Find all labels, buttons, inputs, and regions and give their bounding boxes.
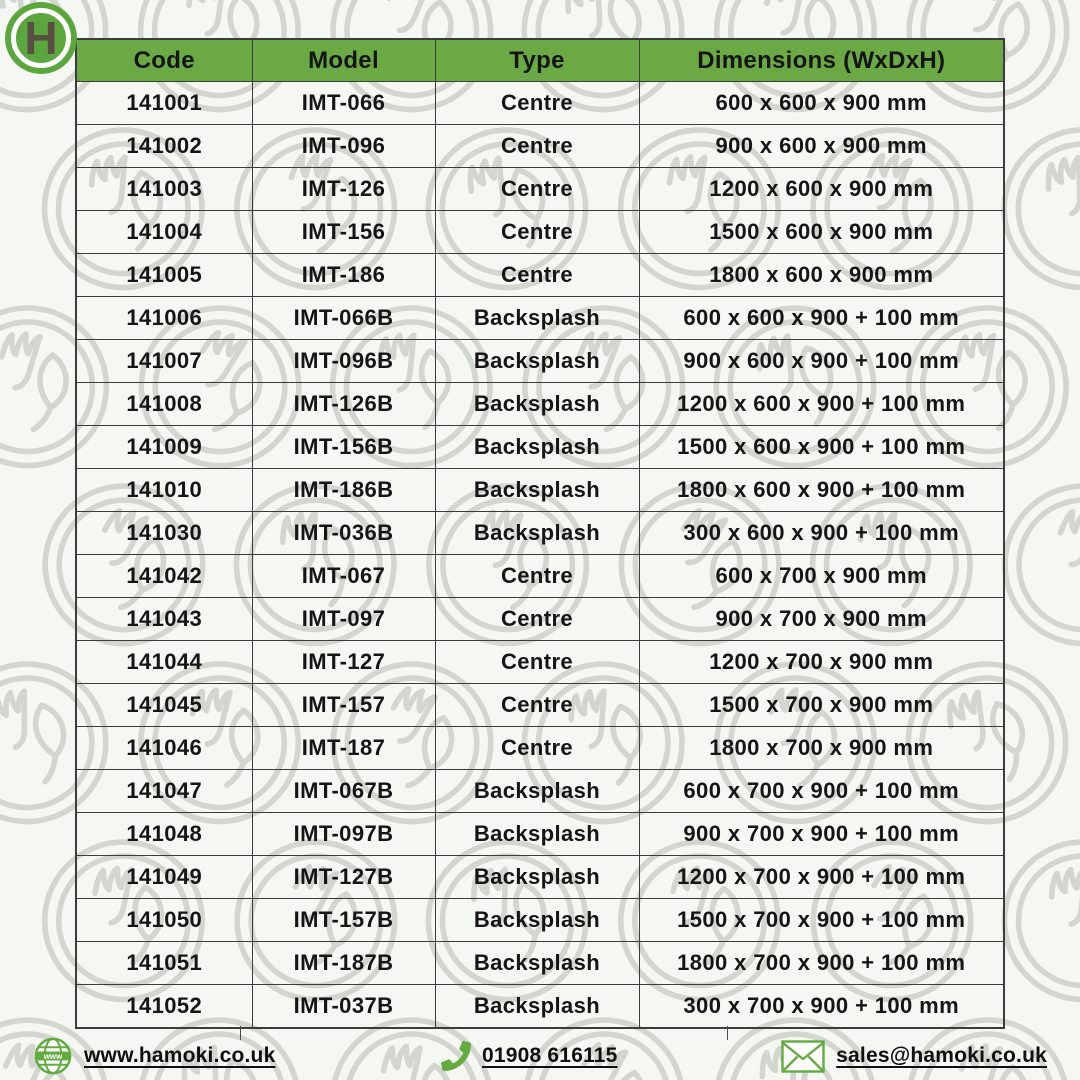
table-row <box>76 254 1004 297</box>
type-cell: Centre <box>435 254 639 297</box>
type-cell: Backsplash <box>435 297 639 340</box>
code-cell: 141005 <box>76 254 252 297</box>
model-cell: IMT-127 <box>252 641 435 684</box>
model-cell: IMT-097B <box>252 813 435 856</box>
dimensions-cell: 600 x 600 x 900 mm <box>639 82 1004 125</box>
table-row <box>76 383 1004 426</box>
website-label: www.hamoki.co.uk <box>84 1044 276 1067</box>
dimensions-cell: 1500 x 700 x 900 + 100 mm <box>639 899 1004 942</box>
type-cell: Backsplash <box>435 426 639 469</box>
dimensions-cell: 600 x 600 x 900 + 100 mm <box>639 297 1004 340</box>
dimensions-cell: 1500 x 700 x 900 mm <box>639 684 1004 727</box>
table-row <box>76 125 1004 168</box>
type-cell: Backsplash <box>435 770 639 813</box>
type-cell: Centre <box>435 168 639 211</box>
type-cell: Centre <box>435 598 639 641</box>
dimensions-cell: 600 x 700 x 900 + 100 mm <box>639 770 1004 813</box>
code-cell: 141030 <box>76 512 252 555</box>
model-cell: IMT-037B <box>252 985 435 1029</box>
model-cell: IMT-156 <box>252 211 435 254</box>
code-cell: 141002 <box>76 125 252 168</box>
dimensions-cell: 1800 x 700 x 900 + 100 mm <box>639 942 1004 985</box>
table-row <box>76 340 1004 383</box>
envelope-icon <box>781 1040 825 1073</box>
model-cell: IMT-157B <box>252 899 435 942</box>
website-link[interactable] <box>33 1032 275 1080</box>
type-cell: Centre <box>435 125 639 168</box>
code-cell: 141045 <box>76 684 252 727</box>
code-cell: 141051 <box>76 942 252 985</box>
type-cell: Backsplash <box>435 985 639 1029</box>
code-cell: 141003 <box>76 168 252 211</box>
table-header-row <box>76 39 1004 82</box>
table-row <box>76 512 1004 555</box>
type-cell: Centre <box>435 82 639 125</box>
code-cell: 141006 <box>76 297 252 340</box>
model-cell: IMT-096 <box>252 125 435 168</box>
table-row <box>76 985 1004 1029</box>
code-cell: 141007 <box>76 340 252 383</box>
header-model: Model <box>252 39 435 82</box>
model-cell: IMT-157 <box>252 684 435 727</box>
table-row <box>76 297 1004 340</box>
phone-icon <box>441 1041 471 1071</box>
logo-letter: H <box>24 12 58 64</box>
type-cell: Centre <box>435 641 639 684</box>
table-row <box>76 469 1004 512</box>
model-cell: IMT-187B <box>252 942 435 985</box>
code-cell: 141047 <box>76 770 252 813</box>
phone-label: 01908 616115 <box>482 1044 618 1067</box>
table-row <box>76 727 1004 770</box>
dimensions-cell: 900 x 600 x 900 mm <box>639 125 1004 168</box>
email-label: sales@hamoki.co.uk <box>836 1044 1047 1067</box>
type-cell: Centre <box>435 684 639 727</box>
dimensions-cell: 900 x 600 x 900 + 100 mm <box>639 340 1004 383</box>
contact-footer <box>0 1032 1080 1080</box>
table-row <box>76 942 1004 985</box>
type-cell: Backsplash <box>435 340 639 383</box>
table-row <box>76 813 1004 856</box>
header-dimensions: Dimensions (WxDxH) <box>639 39 1004 82</box>
type-cell: Backsplash <box>435 383 639 426</box>
table-row <box>76 555 1004 598</box>
model-cell: IMT-066 <box>252 82 435 125</box>
model-cell: IMT-067 <box>252 555 435 598</box>
model-cell: IMT-186 <box>252 254 435 297</box>
model-cell: IMT-096B <box>252 340 435 383</box>
code-cell: 141010 <box>76 469 252 512</box>
product-spec-table <box>75 38 1005 1029</box>
dimensions-cell: 1800 x 600 x 900 mm <box>639 254 1004 297</box>
phone-link[interactable] <box>441 1032 618 1080</box>
model-cell: IMT-127B <box>252 856 435 899</box>
type-cell: Backsplash <box>435 813 639 856</box>
table-row <box>76 856 1004 899</box>
dimensions-cell: 300 x 700 x 900 + 100 mm <box>639 985 1004 1029</box>
model-cell: IMT-067B <box>252 770 435 813</box>
model-cell: IMT-066B <box>252 297 435 340</box>
table-row <box>76 641 1004 684</box>
type-cell: Backsplash <box>435 856 639 899</box>
type-cell: Centre <box>435 727 639 770</box>
code-cell: 141046 <box>76 727 252 770</box>
model-cell: IMT-156B <box>252 426 435 469</box>
table-row <box>76 770 1004 813</box>
model-cell: IMT-187 <box>252 727 435 770</box>
dimensions-cell: 1800 x 700 x 900 mm <box>639 727 1004 770</box>
model-cell: IMT-126B <box>252 383 435 426</box>
code-cell: 141043 <box>76 598 252 641</box>
globe-www-icon <box>33 1036 73 1076</box>
code-cell: 141044 <box>76 641 252 684</box>
email-link[interactable] <box>781 1032 1047 1080</box>
dimensions-cell: 300 x 600 x 900 + 100 mm <box>639 512 1004 555</box>
dimensions-cell: 1500 x 600 x 900 + 100 mm <box>639 426 1004 469</box>
dimensions-cell: 1200 x 600 x 900 + 100 mm <box>639 383 1004 426</box>
type-cell: Backsplash <box>435 899 639 942</box>
dimensions-cell: 1500 x 600 x 900 mm <box>639 211 1004 254</box>
footer-divider <box>727 1026 728 1040</box>
model-cell: IMT-036B <box>252 512 435 555</box>
hamoki-logo <box>5 2 77 74</box>
table-row <box>76 426 1004 469</box>
table-row <box>76 82 1004 125</box>
dimensions-cell: 1800 x 600 x 900 + 100 mm <box>639 469 1004 512</box>
table-row <box>76 684 1004 727</box>
model-cell: IMT-186B <box>252 469 435 512</box>
svg-text:www: www <box>43 1051 63 1061</box>
dimensions-cell: 1200 x 600 x 900 mm <box>639 168 1004 211</box>
code-cell: 141008 <box>76 383 252 426</box>
dimensions-cell: 600 x 700 x 900 mm <box>639 555 1004 598</box>
table-row <box>76 211 1004 254</box>
model-cell: IMT-097 <box>252 598 435 641</box>
code-cell: 141049 <box>76 856 252 899</box>
table-row <box>76 168 1004 211</box>
code-cell: 141050 <box>76 899 252 942</box>
code-cell: 141001 <box>76 82 252 125</box>
type-cell: Backsplash <box>435 469 639 512</box>
type-cell: Backsplash <box>435 512 639 555</box>
header-code: Code <box>76 39 252 82</box>
table-row <box>76 899 1004 942</box>
dimensions-cell: 900 x 700 x 900 mm <box>639 598 1004 641</box>
code-cell: 141042 <box>76 555 252 598</box>
code-cell: 141004 <box>76 211 252 254</box>
dimensions-cell: 1200 x 700 x 900 mm <box>639 641 1004 684</box>
dimensions-cell: 1200 x 700 x 900 + 100 mm <box>639 856 1004 899</box>
type-cell: Backsplash <box>435 942 639 985</box>
model-cell: IMT-126 <box>252 168 435 211</box>
table-body <box>76 82 1004 1029</box>
code-cell: 141048 <box>76 813 252 856</box>
type-cell: Centre <box>435 555 639 598</box>
header-type: Type <box>435 39 639 82</box>
table-row <box>76 598 1004 641</box>
code-cell: 141052 <box>76 985 252 1029</box>
type-cell: Centre <box>435 211 639 254</box>
dimensions-cell: 900 x 700 x 900 + 100 mm <box>639 813 1004 856</box>
code-cell: 141009 <box>76 426 252 469</box>
